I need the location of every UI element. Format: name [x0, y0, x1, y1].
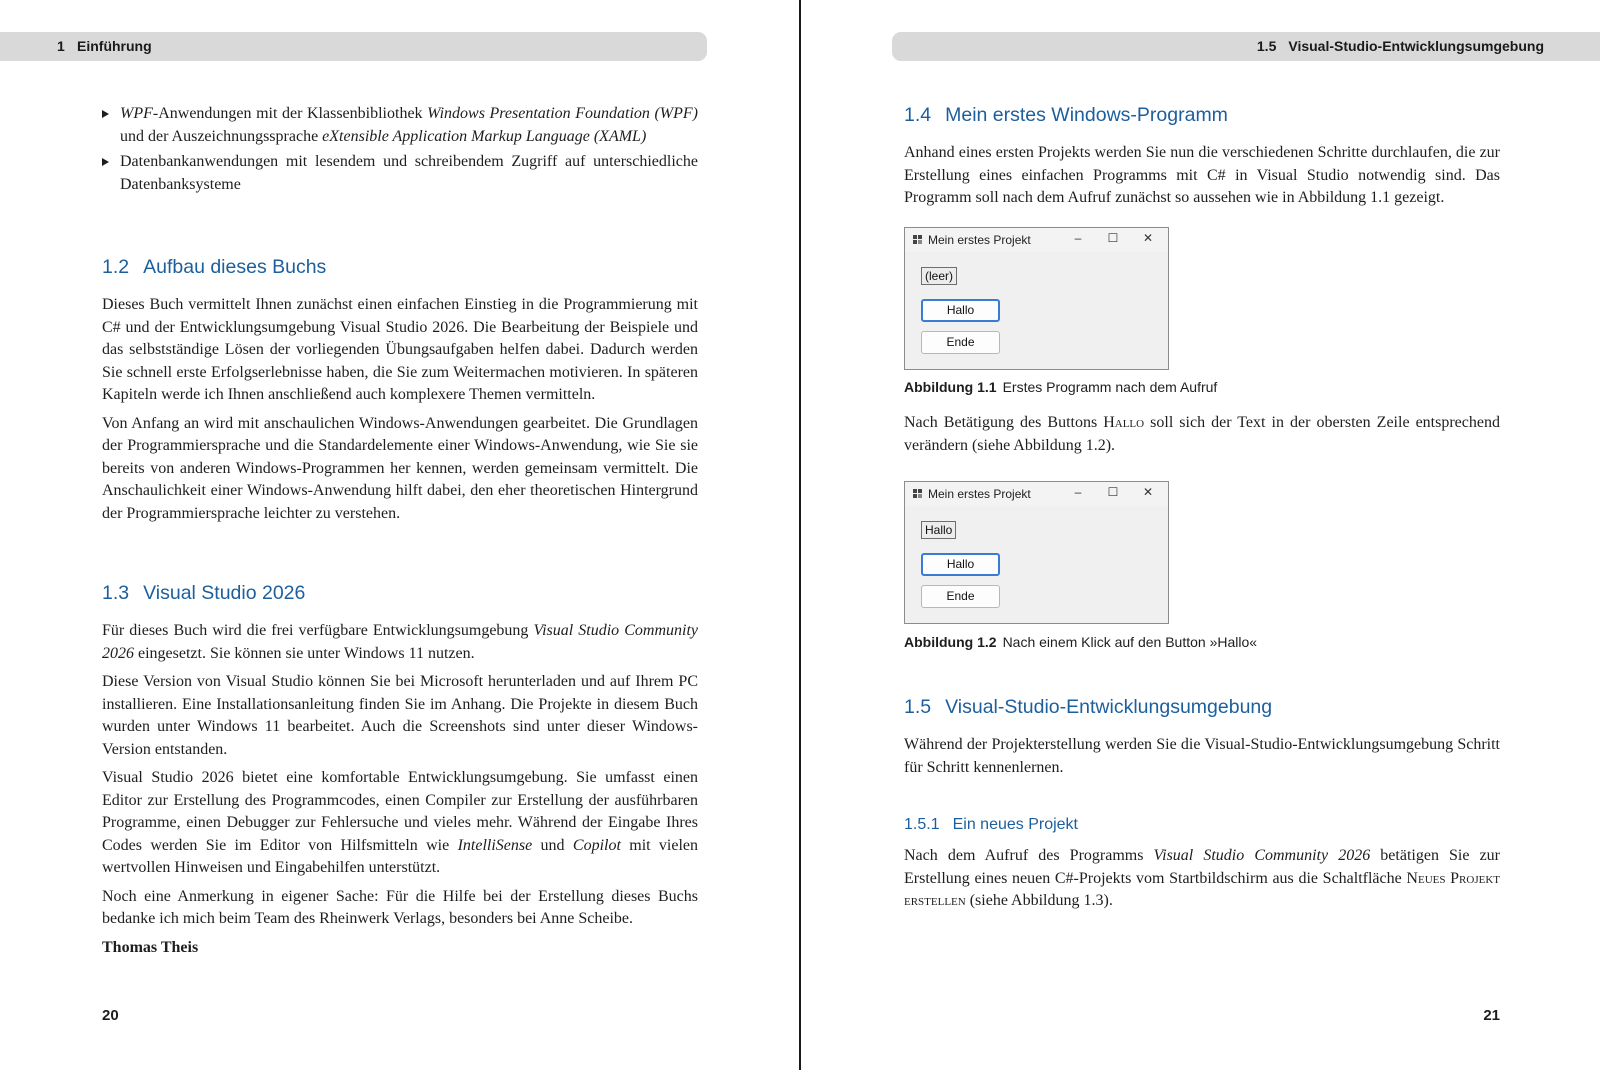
app-icon [913, 235, 923, 245]
window-titlebar [905, 228, 1168, 252]
bullet-text: Windows Presentation Foundation (WPF) [427, 105, 699, 122]
paragraph: Nach dem Aufruf des Programms Visual Studio Community 2026 betätigen Sie zur Erstellung eines neuen C#-Projekts vom Startbildschirm aus die Schaltfläche Neues Projekt erstellen (siehe Abbildung 1.3). [904, 847, 1501, 909]
section-1-5-body [904, 734, 1500, 785]
header-section-number: 1.5 [1256, 38, 1277, 54]
figure-caption-2: Abbildung 1.2 Nach einem Klick auf den Button »Hallo« [904, 634, 1258, 650]
section-heading-1-5 [904, 696, 1272, 719]
minimize-icon: – [1074, 485, 1082, 499]
close-icon: ✕ [1142, 485, 1154, 499]
running-header-right [892, 32, 1600, 61]
chapter-number: 1 [57, 38, 65, 54]
paragraph: Von Anfang an wird mit anschaulichen Windows-Anwendungen gearbeitet. Die Grundlagen der Programmiersprache und die Standardelemente einer Windows-Anwendung, wie Sie sie bereits von anderen Windows-Programmen her kennen, werden gemeinsam vermittelt. Die Anschaulichkeit einer Windows-Anwendung hilft dabei, den eher theoretischen Hintergrund der Programmiersprache leichter zu verstehen. [102, 414, 698, 522]
section-number: 1.3 [102, 582, 130, 604]
subsection-number: 1.5.1 [904, 816, 940, 833]
page-number-left: 20 [102, 1007, 119, 1024]
section-1-3-body [102, 620, 698, 965]
output-label: (leer) [921, 267, 957, 285]
bullet-item [102, 151, 698, 196]
subsection-title: Ein neues Projekt [952, 816, 1078, 833]
paragraph: Dieses Buch vermittelt Ihnen zunächst einen einfachen Einstieg in die Programmierung mit C# und der Entwicklungsumgebung Visual Studio 2026. Die Bearbeitung der Beispiele und das selbstständige Lösen der vorliegenden Übungsaufgaben helfen dabei. Dadurch werden Sie schnell erste Erfolgserlebnisse haben, die Sie zum Weitermachen motivieren. In späteren Kapiteln werde ich Ihnen anschließend auch komplexere Themen vermitteln. [102, 296, 698, 403]
bullet-list-block [102, 103, 698, 199]
author-signature: Thomas Theis [102, 938, 199, 956]
chapter-title: Einführung [77, 38, 152, 54]
app-icon [913, 489, 923, 499]
end-button: Ende [921, 331, 1000, 354]
bullet-text: -Anwendungen mit der Klassenbibliothek [152, 105, 428, 122]
paragraph: Nach Betätigung des Buttons Hallo soll sich der Text in der obersten Zeile entsprechend verändern (siehe Abbildung 1.2). [904, 414, 1500, 454]
paragraph: Anhand eines ersten Projekts werden Sie nun die verschiedenen Schritte durchlaufen, die zur Erstellung eines einfachen Programms mit C# in Visual Studio notwendig sind. Das Programm soll nach dem Aufruf zunächst so aussehen wie in Abbildung 1.1 gezeigt. [904, 144, 1500, 206]
section-title: Aufbau dieses Buchs [143, 256, 327, 278]
window-title: Mein erstes Projekt [928, 233, 1031, 247]
end-button: Ende [921, 585, 1000, 608]
output-label: Hallo [921, 521, 956, 539]
section-number: 1.4 [904, 104, 932, 126]
maximize-icon: ☐ [1107, 231, 1119, 245]
section-title: Visual-Studio-Entwicklungsumgebung [945, 696, 1273, 718]
figure-caption-1: Abbildung 1.1 Erstes Programm nach dem Aufruf [904, 379, 1218, 395]
section-1-4-body [904, 142, 1500, 216]
paragraph: Noch eine Anmerkung in eigener Sache: Für die Hilfe bei der Erstellung dieses Buchs bedanke ich mich beim Team des Rheinwerk Verlags, besonders bei Anne Scheibe. [102, 887, 698, 927]
bullet-text: Datenbankanwendungen mit lesendem und schreibendem Zugriff auf unterschiedliche Datenbanksysteme [120, 153, 698, 193]
section-heading-1-2 [102, 256, 326, 279]
window-titlebar [905, 482, 1168, 506]
maximize-icon: ☐ [1107, 485, 1119, 499]
section-title: Mein erstes Windows-Programm [945, 104, 1228, 126]
page-number-right: 21 [1483, 1007, 1500, 1024]
running-header-left [0, 32, 707, 61]
bullet-triangle-icon [102, 110, 109, 118]
section-1-2-body [102, 294, 698, 531]
hello-button: Hallo [921, 553, 1000, 576]
bullet-item [102, 103, 698, 148]
paragraph-after-figure-1 [904, 412, 1500, 463]
right-page [800, 0, 1600, 1070]
close-icon: ✕ [1142, 231, 1154, 245]
paragraph: Für dieses Buch wird die frei verfügbare Entwicklungsumgebung Visual Studio Community 2026 eingesetzt. Sie können sie unter Windows 11 nutzen. [102, 622, 698, 662]
section-heading-1-4 [904, 104, 1228, 127]
bullet-text: WPF [120, 105, 153, 122]
bullet-list [102, 103, 698, 196]
hello-button: Hallo [921, 299, 1000, 322]
paragraph: Visual Studio 2026 bietet eine komfortable Entwicklungsumgebung. Sie umfasst einen Editor zur Erstellung des Programmcodes, einen Compiler zur Erstellung der ausführbaren Programme, einen Debugger zur Fehlersuche und vieles mehr. Während der Eingabe Ihres Codes werden Sie im Editor von Hilfsmitteln wie IntelliSense und Copilot mit vielen wertvollen Hinweisen und Eingabehilfen unterstützt. [102, 769, 699, 876]
bullet-triangle-icon [102, 158, 109, 166]
section-number: 1.5 [904, 696, 932, 718]
paragraph: Während der Projekterstellung werden Sie die Visual-Studio-Entwicklungsumgebung Schritt für Schritt kennenlernen. [904, 736, 1500, 776]
section-title: Visual Studio 2026 [143, 582, 306, 604]
section-1-5-1-body [904, 845, 1500, 919]
figure-window-2 [904, 481, 1169, 624]
figure-window-1 [904, 227, 1169, 370]
header-section-title: Visual-Studio-Entwicklungsumgebung [1288, 38, 1544, 54]
subsection-heading-1-5-1 [904, 816, 1078, 834]
bullet-text: und der Auszeichnungssprache [120, 127, 323, 145]
paragraph: Diese Version von Visual Studio können Sie bei Microsoft herunterladen und auf Ihrem PC installieren. Eine Installationsanleitung finden Sie im Anhang. Die Projekte in diesem Buch wurden unter Windows 11 bearbeitet. Auch die Screenshots sind unter dieser Windows-Version entstanden. [102, 673, 698, 758]
window-title: Mein erstes Projekt [928, 487, 1031, 501]
section-number: 1.2 [102, 256, 130, 278]
section-heading-1-3 [102, 582, 305, 605]
minimize-icon: – [1074, 231, 1082, 245]
bullet-text: eXtensible Application Markup Language (XAML) [322, 127, 647, 145]
